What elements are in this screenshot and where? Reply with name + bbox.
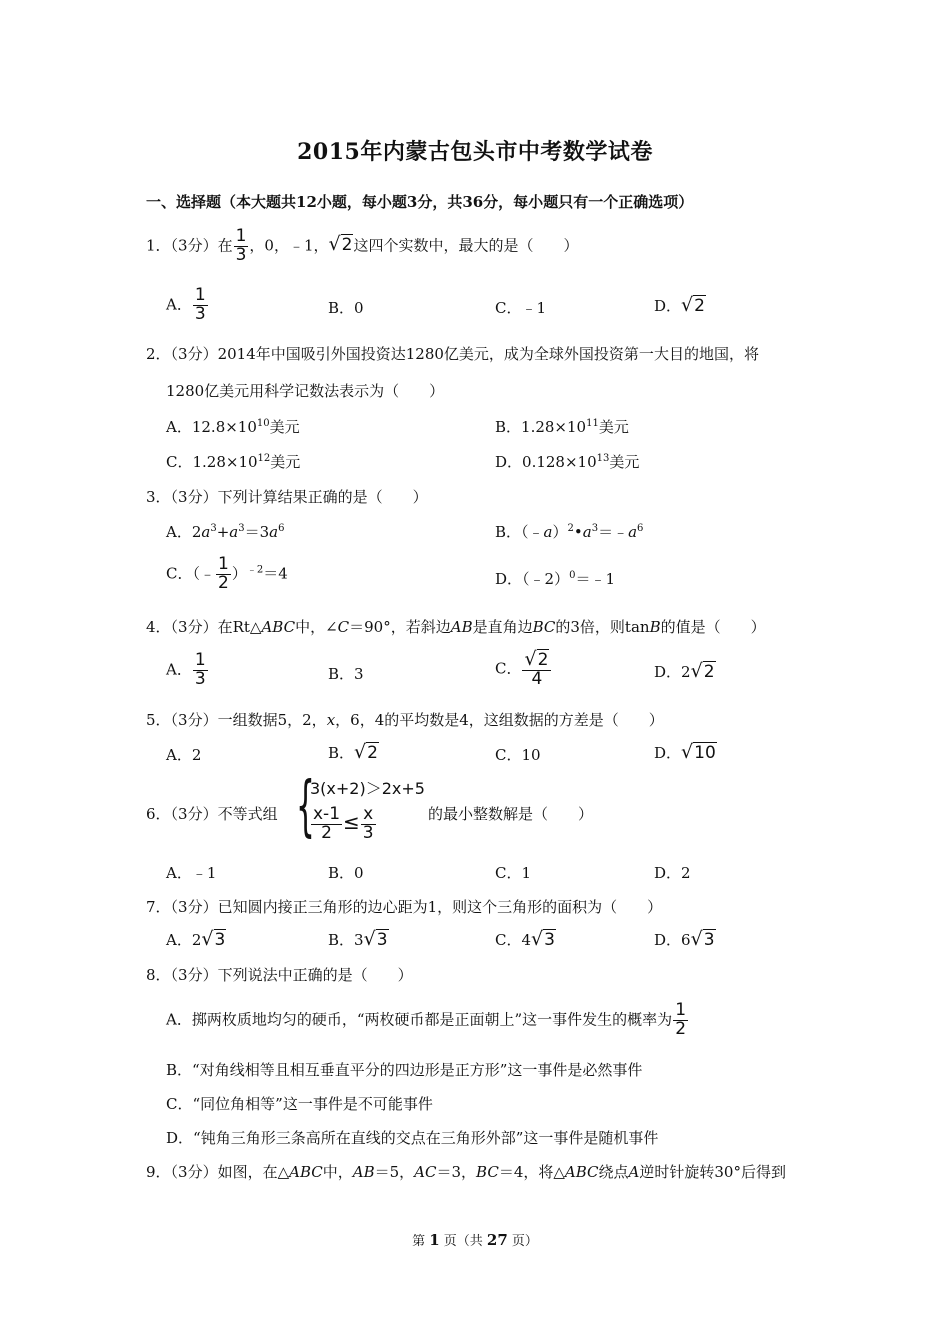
q5-option-b: [328, 741, 379, 763]
q4-c: C: [337, 618, 350, 636]
q5-b-sqrt: [354, 741, 379, 763]
q6-frac-den: 2: [321, 822, 332, 843]
q3-d-eq: ＝﹣1: [575, 570, 615, 588]
question-8: 8．（3分）下列说法中正确的是（ ）: [146, 966, 413, 984]
q3-option-c: [166, 556, 288, 593]
q7-option-d: [654, 928, 716, 950]
q4-p6: 的值是（ ）: [660, 618, 766, 636]
q3-a-exp2: 3: [238, 523, 245, 534]
q9-p6: 绕点: [598, 1163, 629, 1181]
q3-c-den: 2: [217, 572, 229, 593]
q3-d-label: D．（﹣2）: [495, 570, 570, 588]
question-4: [146, 616, 766, 637]
q2-b-pre: B．1.28×10: [495, 418, 587, 436]
q1-suffix: 这四个实数中，最大的是（ ）: [353, 236, 579, 255]
q5-b-rad: 2: [367, 743, 378, 763]
q3-c-fraction: [216, 556, 231, 593]
question-2-line-2: 1280亿美元用科学记数法表示为（ ）: [166, 382, 445, 400]
q7-c-sqrt: [531, 928, 556, 950]
q6-option-c: C．1: [495, 864, 532, 882]
q2-b-post: 美元: [598, 418, 629, 436]
footer-mid: 页（共: [439, 1234, 487, 1249]
q3-a-var: a: [201, 523, 211, 541]
q3-a-exp1: 3: [210, 523, 217, 534]
q6-inequality-2: [310, 806, 377, 843]
q4-p5: 的3倍，则tan: [555, 618, 650, 636]
q2-option-a: [166, 416, 300, 437]
q9-p7: 逆时针旋转30°后得到: [639, 1163, 786, 1181]
q2-a-pre: A．12.8×10: [166, 418, 257, 436]
q7-c-rad: 3: [544, 930, 555, 950]
q3-c-num: 1: [217, 554, 229, 574]
q2-c-pre: C．1.28×10: [166, 453, 258, 471]
q4-option-b: B．3: [328, 665, 364, 683]
q4-a-num: 1: [194, 650, 206, 670]
q3-c-eq: ＝4: [263, 564, 288, 583]
q1-mid: ，0，﹣1，: [249, 236, 329, 255]
q5-x: x: [326, 711, 336, 729]
q4-abc: ABC: [261, 618, 296, 636]
q6-frac-2: [361, 806, 376, 843]
q2-d-pre: D．0.128×10: [495, 453, 597, 471]
sqrt-sign-icon: √: [201, 928, 214, 950]
q9-ac: AC: [414, 1163, 437, 1181]
q7-option-b: [328, 928, 389, 950]
q4-d-sqrt: [691, 660, 716, 682]
q5-option-a: A．2: [166, 746, 202, 764]
q7-b-sqrt: [364, 928, 389, 950]
question-3: 3．（3分）下列计算结果正确的是（ ）: [146, 488, 428, 506]
q7-d-rad: 3: [703, 930, 715, 950]
q8-a-fraction: [673, 1002, 688, 1039]
q4-c-rad: 2: [537, 650, 549, 670]
section-heading: 一、选择题（本大题共12小题，每小题3分，共36分，每小题只有一个正确选项）: [146, 193, 694, 211]
q6-prefix: 6．（3分）不等式组: [146, 805, 278, 823]
question-1: [146, 228, 578, 265]
q6-inequality-1: 3(x+2)＞2x+5: [310, 779, 425, 798]
q8-option-c: C．“同位角相等”这一事件是不可能事件: [166, 1095, 433, 1113]
q1-fraction: [234, 228, 249, 265]
q6-frac2-num: x: [361, 806, 376, 825]
q1-option-d: [654, 294, 706, 316]
q1-a-fraction: [193, 287, 208, 324]
q5-d-rad: 10: [694, 743, 716, 763]
q1-option-c: C．﹣1: [495, 299, 547, 317]
q1-a-label: A．: [166, 295, 192, 314]
q1-frac-den: 3: [235, 244, 247, 265]
q4-a-fraction: [193, 652, 208, 689]
q8-a-num: 1: [675, 1000, 687, 1020]
q9-p3: ＝5，: [374, 1163, 415, 1181]
q7-d-sqrt: [691, 928, 716, 950]
q3-b-var2: a: [582, 523, 592, 541]
q8-option-b: B．“对角线相等且相互垂直平分的四边形是正方形”这一事件是必然事件: [166, 1061, 643, 1079]
question-9: [146, 1161, 786, 1182]
q1-d-sqrt: [681, 294, 706, 316]
q1-d-label: D．: [654, 297, 682, 315]
q6-frac-1: [311, 806, 342, 843]
q3-b-label: B．（﹣: [495, 523, 544, 541]
q7-option-c: [495, 928, 556, 950]
q2-c-post: 美元: [270, 453, 301, 471]
q8-a-den: 2: [675, 1018, 687, 1039]
q3-a-plus: +: [216, 523, 230, 541]
q8-option-a: [166, 1002, 689, 1039]
q1-option-b: B．0: [328, 299, 364, 317]
q4-c-sqrt: [524, 650, 549, 670]
q2-d-post: 美元: [609, 453, 640, 471]
sqrt-sign-icon: √: [690, 660, 703, 682]
q5-b-label: B．: [328, 744, 355, 762]
q7-d-label: D．6: [654, 931, 691, 949]
page-title: 2015年内蒙古包头市中考数学试卷: [297, 139, 653, 165]
q7-option-a: [166, 928, 226, 950]
q1-a-num: 1: [194, 285, 206, 305]
sqrt-sign-icon: √: [354, 741, 367, 763]
q4-p4: 是直角边: [472, 618, 533, 636]
q4-c-num: [522, 650, 551, 671]
q3-b-var: a: [543, 523, 553, 541]
q1-option-a: [166, 287, 209, 324]
q2-d-exp: 13: [596, 453, 610, 464]
q4-p2: 中，∠: [295, 618, 338, 636]
q4-option-d: [654, 660, 716, 682]
q3-b-exp2: 3: [591, 523, 599, 534]
sqrt-sign-icon: √: [363, 928, 376, 950]
q9-bc: BC: [476, 1163, 499, 1181]
sqrt-sign-icon: √: [524, 648, 537, 670]
page-footer: [0, 1230, 950, 1249]
footer-page-number: 1: [429, 1231, 440, 1249]
q5-option-d: [654, 741, 717, 763]
q3-c-close: ）: [231, 564, 247, 583]
q5-option-c: C．10: [495, 746, 541, 764]
q5-d-sqrt: [681, 741, 717, 763]
q3-b-close: ）: [552, 523, 568, 541]
sqrt-sign-icon: √: [690, 928, 703, 950]
q1-a-den: 3: [194, 303, 206, 324]
q9-a: A: [628, 1163, 640, 1181]
sqrt-sign-icon: √: [531, 928, 544, 950]
q5-p1: 5．（3分）一组数据5，2，: [146, 711, 327, 729]
q1-d-rad: 2: [694, 296, 705, 316]
q4-a-den: 3: [194, 668, 206, 689]
q5-p2: ，6，4的平均数是4，这组数据的方差是（ ）: [335, 711, 664, 729]
q7-a-label: A．2: [166, 931, 202, 949]
q3-d-exp: 0: [569, 570, 576, 581]
q3-a-label: A．2: [166, 523, 202, 541]
q9-p2: 中，: [322, 1163, 353, 1181]
q7-c-label: C．4: [495, 931, 532, 949]
q4-p1: 4．（3分）在Rt△: [146, 618, 262, 636]
q3-b-eq: ＝﹣: [598, 523, 629, 541]
q7-b-label: B．3: [328, 931, 364, 949]
q2-option-c: [166, 451, 300, 472]
q3-b-dot: •: [573, 523, 583, 541]
q9-p4: ＝3，: [436, 1163, 477, 1181]
q3-a-eq: ＝3: [244, 523, 270, 541]
q4-c-fraction: [522, 650, 551, 689]
q4-option-a: [166, 652, 209, 689]
footer-total-pages: 27: [486, 1231, 508, 1249]
q5-d-label: D．: [654, 744, 682, 762]
q8-option-d: D．“钝角三角形三条高所在直线的交点在三角形外部”这一事件是随机事件: [166, 1129, 659, 1147]
q3-a-var3: a: [269, 523, 279, 541]
q4-b: B: [649, 618, 661, 636]
q6-le: ≤: [343, 809, 360, 834]
q1-frac-num: 1: [235, 226, 247, 246]
q9-ab: AB: [352, 1163, 375, 1181]
q4-a-label: A．: [166, 660, 192, 679]
sqrt-sign-icon: √: [681, 741, 694, 763]
q2-option-b: [495, 416, 629, 437]
q3-a-exp3: 6: [278, 523, 285, 534]
q1-prefix: 1．（3分）在: [146, 236, 233, 255]
q2-c-exp: 12: [257, 453, 271, 464]
q3-c-label: C．（﹣: [166, 564, 215, 583]
q3-option-d: [495, 568, 615, 589]
q4-bc: BC: [532, 618, 556, 636]
footer-pre: 第: [412, 1234, 430, 1249]
q2-option-d: [495, 451, 639, 472]
q6-suffix: 的最小整数解是（ ）: [428, 805, 594, 823]
q3-b-var3: a: [628, 523, 638, 541]
q4-p3: ＝90°，若斜边: [349, 618, 451, 636]
sqrt-sign-icon: √: [328, 233, 341, 256]
q2-b-exp: 11: [586, 418, 599, 429]
question-5: [146, 709, 664, 730]
q6-frac2-den: 3: [362, 822, 374, 843]
q4-c-label: C．: [495, 659, 522, 678]
q3-option-b: [495, 521, 643, 542]
q7-b-rad: 3: [376, 930, 388, 950]
q7-a-rad: 3: [214, 930, 226, 950]
q4-option-c: [495, 650, 552, 689]
q6-option-a: A．﹣1: [166, 864, 217, 882]
q6-option-b: B．0: [328, 864, 364, 882]
q7-a-sqrt: [201, 928, 226, 950]
q8-a-text: A．掷两枚质地均匀的硬币，“两枚硬币都是正面朝上”这一事件发生的概率为: [166, 1010, 673, 1029]
q1-sqrt: [329, 233, 354, 255]
q9-abc2: ABC: [564, 1163, 599, 1181]
q9-p1: 9．（3分）如图，在△: [146, 1163, 290, 1181]
q4-c-den: 4: [531, 668, 543, 689]
brace-icon: {: [296, 767, 315, 844]
q2-a-exp: 10: [256, 418, 270, 429]
q3-c-exp: ﹣2: [246, 564, 264, 576]
q4-ab: AB: [450, 618, 473, 636]
q9-abc: ABC: [289, 1163, 323, 1181]
q3-b-exp3: 6: [637, 523, 644, 534]
q4-d-label: D．2: [654, 663, 691, 681]
q3-a-var2: a: [229, 523, 239, 541]
q1-sqrt-rad: 2: [341, 235, 353, 256]
q6-option-d: D．2: [654, 864, 691, 882]
q3-b-exp1: 2: [567, 523, 574, 534]
q2-a-post: 美元: [269, 418, 300, 436]
question-2-line-1: 2．（3分）2014年中国吸引外国投资达1280亿美元，成为全球外国投资第一大目的地国，将: [146, 345, 759, 363]
q9-p5: ＝4，将△: [498, 1163, 565, 1181]
q4-d-rad: 2: [703, 662, 715, 682]
q6-frac-num: x-1: [313, 804, 341, 824]
q3-option-a: [166, 521, 285, 542]
footer-post: 页）: [507, 1234, 538, 1249]
sqrt-sign-icon: √: [681, 294, 694, 316]
question-7: 7．（3分）已知圆内接正三角形的边心距为1，则这个三角形的面积为（ ）: [146, 898, 663, 916]
